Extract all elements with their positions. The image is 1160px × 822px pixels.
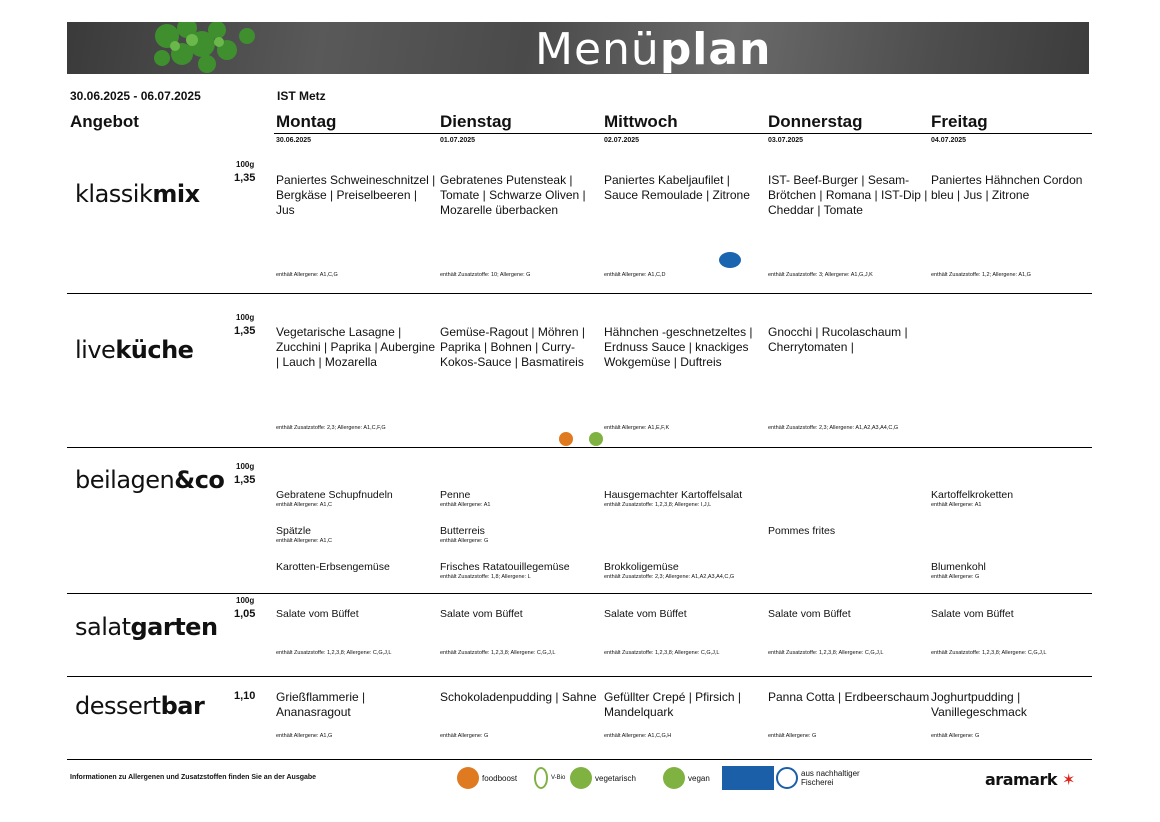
allergen-info: enthält Allergene: A1,C,G bbox=[276, 272, 338, 278]
allergen-info: enthält Zusatzstoffe: 3; Allergene: A1,G,J,K bbox=[768, 272, 873, 278]
side-dish-text: Hausgemachter Kartoffelsalat bbox=[604, 489, 743, 501]
day-header-mittwoch: Mittwoch bbox=[604, 112, 678, 131]
header-banner bbox=[67, 22, 1089, 74]
dish-text: Gebratenes Putensteak | Tomate | Schwarze Oliven | Mozarelle überbacken bbox=[440, 173, 586, 217]
price-unit: 100g bbox=[236, 596, 255, 605]
allergen-info: enthält Allergene: A1,C bbox=[276, 502, 332, 508]
brand-klassikmix: klassikmix bbox=[75, 180, 200, 208]
legend-msc: aus nachhaltiger Fischerei bbox=[722, 765, 861, 791]
day-header-dienstag: Dienstag bbox=[440, 112, 512, 131]
allergen-info: enthält Allergene: G bbox=[440, 538, 489, 544]
allergen-info: enthält Zusatzstoffe: 1,2; Allergene: A1,G bbox=[931, 272, 1031, 278]
page-title: Menüplan bbox=[535, 24, 772, 74]
allergen-info: enthält Zusatzstoffe: 1,2,3,8; Allergene: C,G,J,L bbox=[276, 650, 392, 656]
allergen-info: enthält Allergene: A1,C bbox=[276, 538, 332, 544]
allergen-info: enthält Zusatzstoffe: 10; Allergene: G bbox=[440, 272, 531, 278]
allergen-info: enthält Allergene: G bbox=[931, 574, 980, 580]
day-date: 30.06.2025 bbox=[276, 137, 312, 144]
allergen-info: enthält Allergene: G bbox=[440, 733, 489, 739]
dish-text: Panna Cotta | Erdbeerschaum bbox=[768, 690, 930, 704]
section-divider bbox=[67, 593, 1092, 594]
allergen-info: enthält Zusatzstoffe: 1,2,3,8; Allergene: C,G,J,L bbox=[768, 650, 884, 656]
dish-text: Gefüllter Crepé | Pfirsich | Mandelquark bbox=[604, 690, 741, 719]
msc-logo-icon bbox=[722, 766, 774, 790]
price-unit: 100g bbox=[236, 313, 255, 322]
legend-foodboost: foodboost bbox=[457, 765, 517, 791]
side-dish-text: Spätzle bbox=[276, 525, 312, 537]
day-date: 01.07.2025 bbox=[440, 137, 476, 144]
dish-text: Gnocchi | Rucolaschaum | Cherrytomaten | bbox=[768, 325, 908, 354]
dish-text: Joghurtpudding | Vanillegeschmack bbox=[931, 690, 1027, 719]
price-value: 1,35 bbox=[234, 474, 256, 486]
allergen-info: enthält Allergene: A1 bbox=[440, 502, 491, 508]
legend-vegetarisch: vegetarisch bbox=[570, 765, 636, 791]
vegan-v-icon bbox=[534, 767, 548, 789]
section-divider bbox=[67, 676, 1092, 677]
price-value: 1,05 bbox=[234, 608, 256, 620]
aramark-star-icon: ✶ bbox=[1056, 770, 1075, 789]
allergen-info-note: Informationen zu Allergenen und Zusatzstoffen finden Sie an der Ausgabe bbox=[70, 774, 317, 781]
day-header-donnerstag: Donnerstag bbox=[768, 112, 863, 131]
day-header-montag: Montag bbox=[276, 112, 337, 131]
side-dish-text: Pommes frites bbox=[768, 525, 836, 537]
brand-salatgarten: salatgarten bbox=[75, 613, 218, 641]
vegan-icon bbox=[663, 767, 685, 789]
side-dish-text: Butterreis bbox=[440, 525, 485, 537]
herb-image-icon bbox=[107, 22, 307, 74]
side-dish-text: Penne bbox=[440, 489, 471, 501]
foodboost-icon bbox=[559, 432, 573, 446]
price-value: 1,10 bbox=[234, 690, 256, 702]
section-divider bbox=[67, 759, 1092, 760]
day-date: 04.07.2025 bbox=[931, 137, 967, 144]
dish-text: Salate vom Büffet bbox=[440, 608, 523, 620]
dish-text: Salate vom Büffet bbox=[768, 608, 851, 620]
price-value: 1,35 bbox=[234, 172, 256, 184]
allergen-info: enthält Allergene: G bbox=[931, 733, 980, 739]
date-range: 30.06.2025 - 06.07.2025 bbox=[70, 89, 201, 103]
dish-text: Vegetarische Lasagne | Zucchini | Paprika | Aubergine | Lauch | Mozarella bbox=[276, 325, 435, 369]
legend-vbio: V-Bio bbox=[534, 765, 565, 791]
allergen-info: enthält Allergene: A1,C,G,H bbox=[604, 733, 672, 739]
allergen-info: enthält Zusatzstoffe: 2,3; Allergene: A1,A2,A3,A4,C,G bbox=[604, 574, 735, 580]
side-dish-text: Blumenkohl bbox=[931, 561, 986, 573]
side-dish-text: Gebratene Schupfnudeln bbox=[276, 489, 393, 501]
section-divider bbox=[67, 293, 1092, 294]
side-dish-text: Kartoffelkroketten bbox=[931, 489, 1014, 501]
allergen-info: enthält Allergene: A1,G bbox=[276, 733, 333, 739]
allergen-info: enthält Zusatzstoffe: 1,2,3,8; Allergene: I,J,L bbox=[604, 502, 712, 508]
price-value: 1,35 bbox=[234, 325, 256, 337]
dish-text: Hähnchen -geschnetzeltes | Erdnuss Sauce | knackiges Wokgemüse | Duftreis bbox=[604, 325, 753, 369]
allergen-info: enthält Allergene: A1,C,D bbox=[604, 272, 666, 278]
foodboost-icon bbox=[457, 767, 479, 789]
allergen-info: enthält Zusatzstoffe: 2,3; Allergene: A1,A2,A3,A4,C,G bbox=[768, 425, 899, 431]
allergen-info: enthält Allergene: G bbox=[768, 733, 817, 739]
allergen-info: enthält Zusatzstoffe: 1,8; Allergene: L bbox=[440, 574, 531, 580]
brand-liveküche: liveküche bbox=[75, 336, 194, 364]
side-dish-text: Frisches Ratatouillegemüse bbox=[440, 561, 570, 573]
dish-text: IST- Beef-Burger | Sesam-Brötchen | Romana | IST-Dip | Cheddar | Tomate bbox=[768, 173, 928, 217]
dish-text: Schokoladenpudding | Sahne bbox=[440, 690, 597, 704]
dish-text: Paniertes Schweineschnitzel | Bergkäse | Preiselbeeren | Jus bbox=[276, 173, 436, 217]
allergen-info: enthält Allergene: A1,E,F,K bbox=[604, 425, 670, 431]
dish-text: Salate vom Büffet bbox=[276, 608, 359, 620]
vegetarian-icon bbox=[589, 432, 603, 446]
section-divider bbox=[67, 447, 1092, 448]
allergen-info: enthält Zusatzstoffe: 1,2,3,8; Allergene: C,G,J,L bbox=[931, 650, 1047, 656]
aramark-logo: aramark ✶ bbox=[985, 770, 1075, 789]
dish-text: Paniertes Hähnchen Cordon bleu | Jus | Zitrone bbox=[931, 173, 1083, 202]
dish-text: Salate vom Büffet bbox=[931, 608, 1014, 620]
brand-dessertbar: dessertbar bbox=[75, 692, 205, 720]
site-name: IST Metz bbox=[277, 89, 326, 103]
header-divider bbox=[274, 133, 1092, 134]
day-header-freitag: Freitag bbox=[931, 112, 988, 131]
vegetarian-icon bbox=[570, 767, 592, 789]
side-dish-text: Karotten-Erbsengemüse bbox=[276, 561, 390, 573]
legend-vegan: vegan bbox=[663, 765, 710, 791]
allergen-info: enthält Zusatzstoffe: 1,2,3,8; Allergene: C,G,J,L bbox=[604, 650, 720, 656]
day-date: 03.07.2025 bbox=[768, 137, 804, 144]
dish-text: Paniertes Kabeljaufilet | Sauce Remoulade | Zitrone bbox=[604, 173, 750, 202]
allergen-info: enthält Zusatzstoffe: 2,3; Allergene: A1,C,F,G bbox=[276, 425, 386, 431]
brand-beilagenandco: beilagen&co bbox=[75, 466, 225, 494]
dish-text: Gemüse-Ragout | Möhren | Paprika | Bohnen | Curry-Kokos-Sauce | Basmatireis bbox=[440, 325, 585, 369]
price-unit: 100g bbox=[236, 462, 255, 471]
dish-text: Salate vom Büffet bbox=[604, 608, 687, 620]
side-dish-text: Brokkoligemüse bbox=[604, 561, 679, 573]
price-unit: 100g bbox=[236, 160, 255, 169]
msc-badge-icon bbox=[719, 252, 741, 268]
msc-fish-icon bbox=[776, 767, 798, 789]
dish-text: Grießflammerie | Ananasragout bbox=[276, 690, 366, 719]
angebot-label: Angebot bbox=[70, 112, 139, 131]
allergen-info: enthält Allergene: A1 bbox=[931, 502, 982, 508]
allergen-info: enthält Zusatzstoffe: 1,2,3,8; Allergene: C,G,J,L bbox=[440, 650, 556, 656]
day-date: 02.07.2025 bbox=[604, 137, 640, 144]
